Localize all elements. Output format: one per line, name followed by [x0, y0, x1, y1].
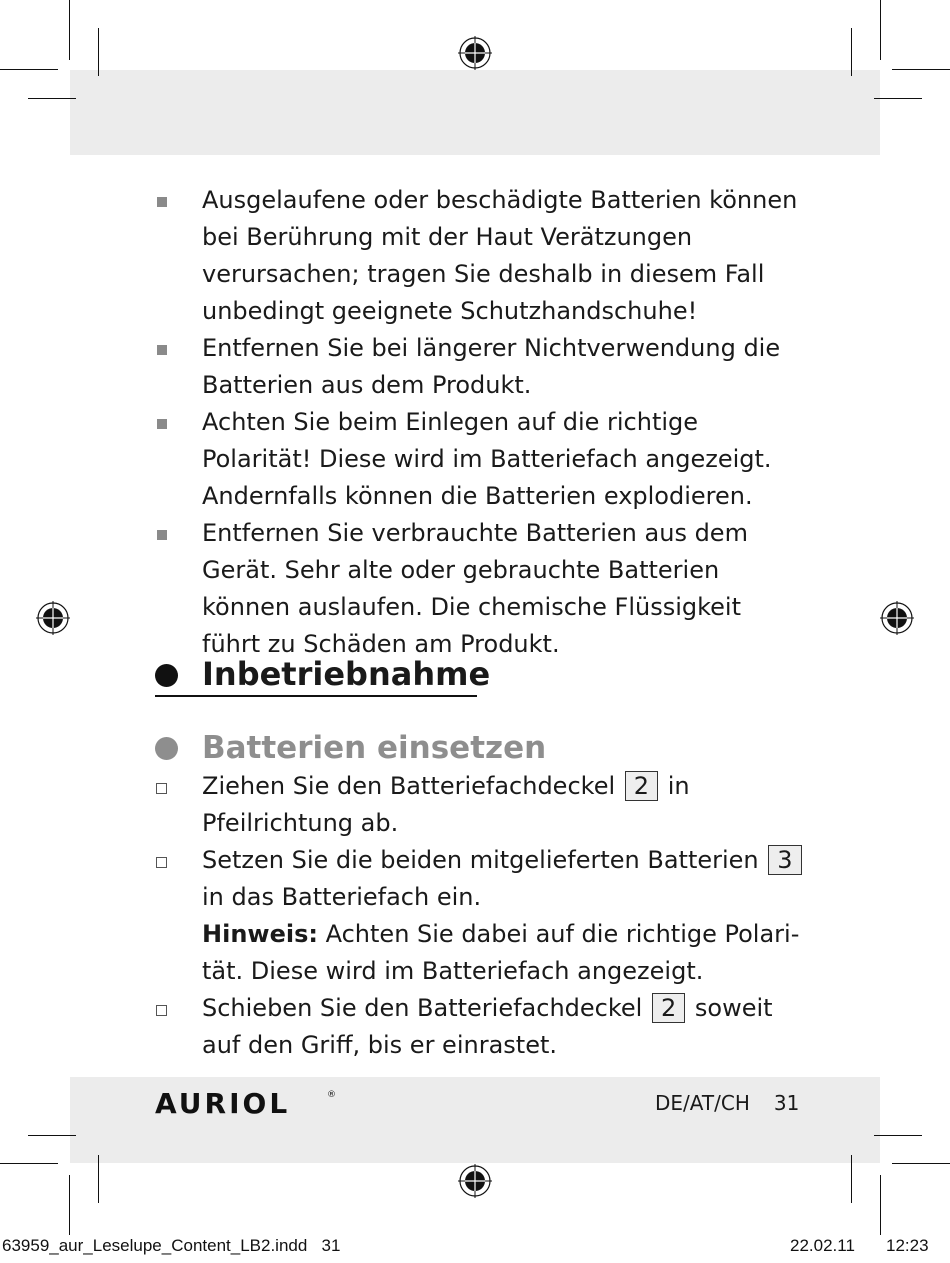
checkbox-bullet-icon: [156, 1005, 167, 1016]
square-bullet-icon: [157, 530, 167, 540]
warning-text: Ausgelaufene oder beschädigte Batterien können bei Berührung mit der Haut Verätzungen verursachen; tragen Sie deshalb in diesem Fall unbedingt geeignete Schutzhandschuhe!: [202, 186, 798, 325]
part-reference: 2: [625, 771, 658, 801]
warning-text: Achten Sie beim Einlegen auf die richtige Polarität! Diese wird im Batteriefach angezeigt. Andernfalls können die Batterien explodieren.: [202, 408, 772, 510]
note: [202, 916, 805, 990]
step-list: [155, 768, 805, 1064]
page-number: 31: [773, 1091, 800, 1115]
registration-mark-top: [458, 36, 492, 70]
page-info: [655, 1090, 799, 1116]
step-item: Schieben Sie den Batteriefachdeckel 2 soweit auf den Griff, bis er einrastet.: [155, 990, 805, 1064]
checkbox-bullet-icon: [156, 783, 167, 794]
auriol-logo: [155, 1086, 337, 1120]
step-item: Setzen Sie die beiden mitgelieferten Batterien 3 in das Batteriefach ein. Hinweis: Achten Sie dabei auf die richtige Polari- tät. Diese wird im Batteriefach angezeigt.: [155, 842, 805, 990]
slug-date: 22.02.11: [790, 1236, 855, 1255]
registration-mark-left: [36, 601, 70, 635]
step-item: Ziehen Sie den Batteriefachdeckel 2 in Pfeilrichtung ab.: [155, 768, 805, 842]
warning-text: Entfernen Sie verbrauchte Batterien aus dem Gerät. Sehr alte oder gebrauchte Batterien können auslaufen. Die chemische Flüssigkeit führt zu Schäden am Produkt.: [202, 519, 748, 658]
note-text: Achten Sie dabei auf die richtige Polari- tät. Diese wird im Batteriefach angezeigt.: [202, 920, 800, 985]
heading-dot-icon: [155, 664, 178, 687]
list-item: [155, 182, 805, 330]
battery-warning-list: [155, 182, 805, 663]
section-title: Inbetriebnahme: [202, 655, 491, 693]
locale-label: DE/AT/CH: [655, 1091, 750, 1115]
list-item: [155, 330, 805, 404]
svg-text:AURIOL: AURIOL: [155, 1087, 291, 1120]
part-reference: 3: [768, 845, 801, 875]
svg-text:®: ®: [327, 1090, 336, 1100]
subheading-dot-icon: [155, 737, 178, 760]
part-reference: 2: [652, 993, 685, 1023]
slug-time: 12:23: [886, 1236, 929, 1255]
heading-underline: [155, 695, 477, 697]
subsection-title: Batterien einsetzen: [202, 730, 547, 766]
registration-mark-bottom: [458, 1164, 492, 1198]
slug-filename: 63959_aur_Leselupe_Content_LB2.indd 31: [2, 1236, 341, 1255]
square-bullet-icon: [157, 345, 167, 355]
square-bullet-icon: [157, 197, 167, 207]
warning-text: Entfernen Sie bei längerer Nichtverwendung die Batterien aus dem Produkt.: [202, 334, 781, 399]
list-item: [155, 404, 805, 515]
list-item: [155, 515, 805, 663]
header-band: [70, 70, 880, 155]
square-bullet-icon: [157, 419, 167, 429]
registration-mark-right: [880, 601, 914, 635]
checkbox-bullet-icon: [156, 857, 167, 868]
note-label: Hinweis:: [202, 920, 318, 948]
